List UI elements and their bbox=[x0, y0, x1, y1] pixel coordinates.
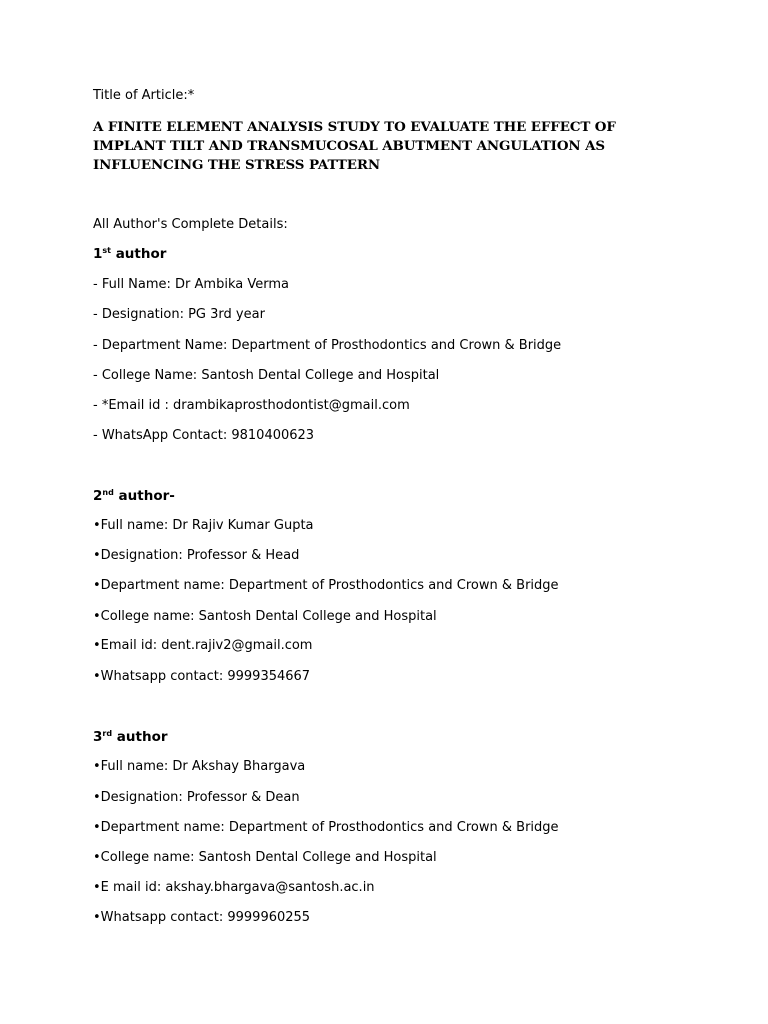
author-1-whatsapp: - WhatsApp Contact: 9810400623 bbox=[93, 428, 315, 443]
author-2-college: •College name: Santosh Dental College and Hospital bbox=[93, 609, 437, 624]
author-2-heading: 2nd author- bbox=[93, 488, 175, 504]
article-title-line: INFLUENCING THE STRESS PATTERN bbox=[93, 157, 381, 173]
author-3-whatsapp: •Whatsapp contact: 9999960255 bbox=[93, 910, 311, 925]
title-label: Title of Article:* bbox=[93, 88, 195, 103]
author-1-department: - Department Name: Department of Prosthodontics and Crown & Bridge bbox=[93, 338, 562, 353]
author-3-department: •Department name: Department of Prosthodontics and Crown & Bridge bbox=[93, 820, 559, 835]
author-3-designation: •Designation: Professor & Dean bbox=[93, 790, 300, 805]
article-title-line: IMPLANT TILT AND TRANSMUCOSAL ABUTMENT ANGULATION AS bbox=[93, 138, 605, 154]
author-2-full-name: •Full name: Dr Rajiv Kumar Gupta bbox=[93, 518, 314, 533]
author-1-heading: 1st author bbox=[93, 246, 167, 262]
author-1-college: - College Name: Santosh Dental College and Hospital bbox=[93, 368, 440, 383]
author-3-email: •E mail id: akshay.bhargava@santosh.ac.in bbox=[93, 880, 375, 895]
author-2-department: •Department name: Department of Prosthodontics and Crown & Bridge bbox=[93, 578, 559, 593]
author-3-full-name: •Full name: Dr Akshay Bhargava bbox=[93, 759, 306, 774]
author-2-whatsapp: •Whatsapp contact: 9999354667 bbox=[93, 669, 311, 684]
author-2-email: •Email id: dent.rajiv2@gmail.com bbox=[93, 638, 313, 653]
article-title bbox=[93, 118, 653, 175]
author-1-full-name: - Full Name: Dr Ambika Verma bbox=[93, 277, 289, 292]
author-2-designation: •Designation: Professor & Head bbox=[93, 548, 300, 563]
author-3-college: •College name: Santosh Dental College and Hospital bbox=[93, 850, 437, 865]
author-3-heading: 3rd author bbox=[93, 729, 168, 745]
authors-label: All Author's Complete Details: bbox=[93, 217, 288, 232]
article-title-line: A FINITE ELEMENT ANALYSIS STUDY TO EVALUATE THE EFFECT OF bbox=[93, 119, 616, 135]
author-1-email: - *Email id : drambikaprosthodontist@gmail.com bbox=[93, 398, 410, 413]
author-1-designation: - Designation: PG 3rd year bbox=[93, 307, 265, 322]
